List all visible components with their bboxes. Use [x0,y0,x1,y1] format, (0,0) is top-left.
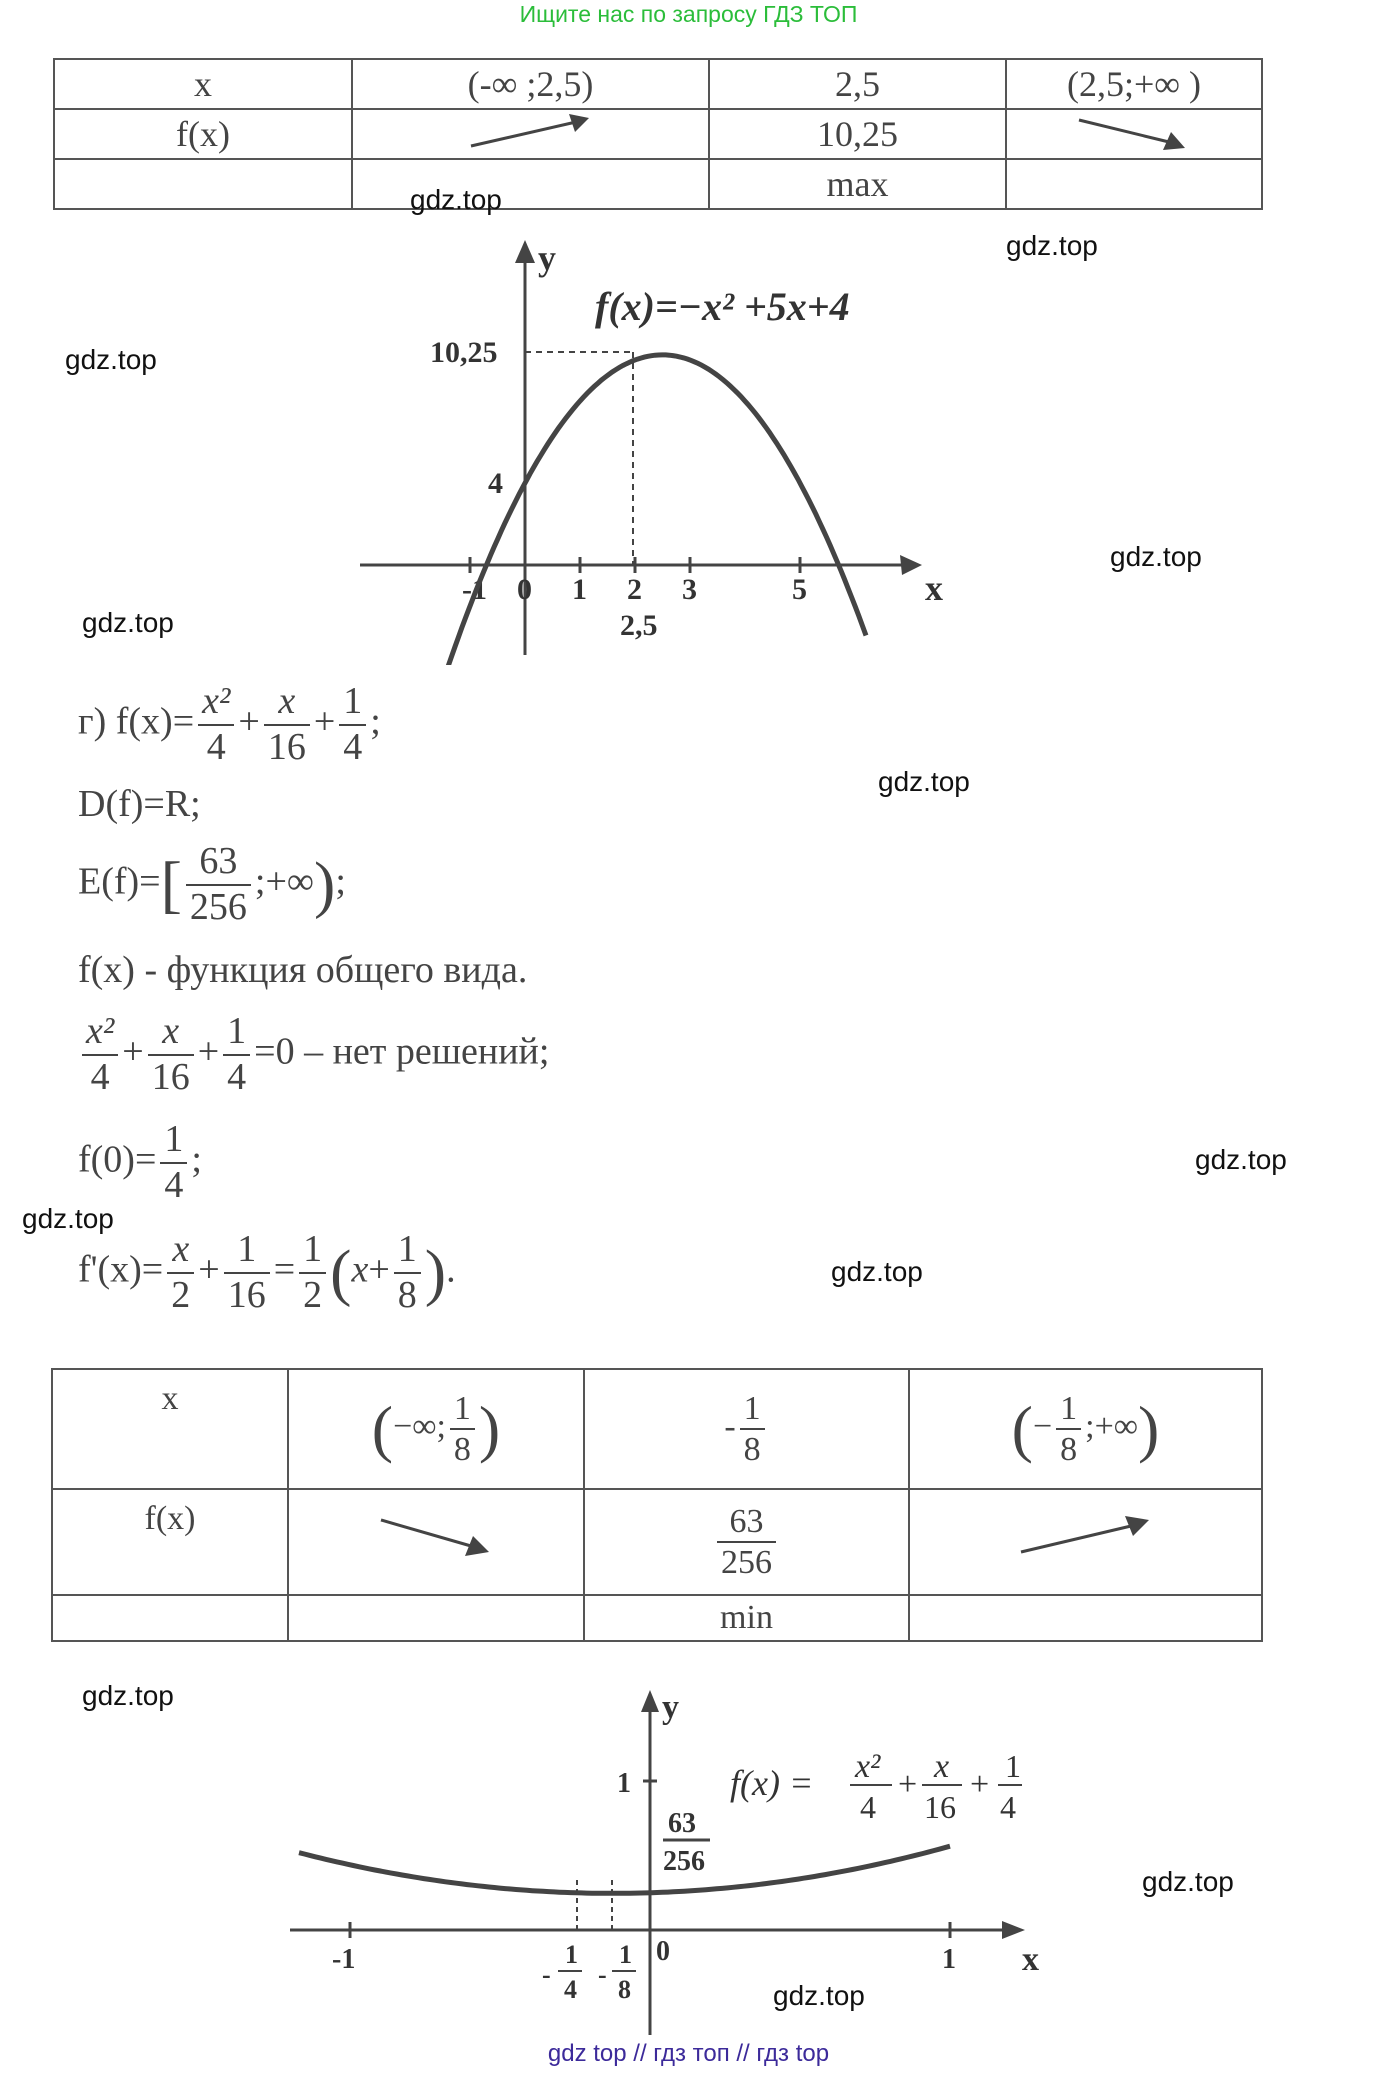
table1-cell-empty [352,159,709,209]
y-intercept-label: 4 [488,467,503,500]
y-axis-arrow-icon [515,240,535,263]
x-tick-label: 3 [682,573,697,606]
table2-cell-empty [909,1595,1262,1641]
svg-text:1: 1 [1005,1748,1021,1784]
table1-cell-empty [54,159,352,209]
svg-text:16: 16 [924,1789,956,1825]
x-tick-label: 5 [792,573,807,606]
x-tick-1: 1 [942,1944,956,1975]
table2-cell-empty [52,1595,288,1641]
table2-cell-min-value: $\frac{63}{256}$ [584,1489,909,1595]
parabola-graph-2 [280,1680,1080,2040]
table1-cell-increasing [352,109,709,159]
fraction: $\frac{63}{256}$ [186,840,251,929]
y-axis-arrow-icon [641,1690,659,1712]
svg-text:1: 1 [565,1940,578,1969]
watermark: gdz.top [82,1680,174,1711]
graph1-title-f: f(x)= [595,284,678,329]
table2-cell-min: min [584,1595,909,1641]
parabola-graph-1 [350,225,950,665]
increasing-arrow-icon [461,112,601,152]
table1-cell-max-value: 10,25 [709,109,1006,159]
watermark: gdz.top [773,1980,865,2011]
watermark: gdz.top [831,1256,923,1287]
fraction: $\frac{1}{4}$ [223,1010,250,1099]
table2-cell-fx: f(x) [52,1489,288,1595]
svg-text:x²: x² [855,1748,881,1785]
parity-line: f(x) - функция общего вида. [78,949,528,991]
x-tick-0: 0 [656,1936,670,1967]
x-tick-label: 2 [627,573,642,606]
increasing-arrow-icon [1001,1508,1171,1568]
parabola-curve [299,1846,950,1893]
table2-cell-decreasing [288,1489,584,1595]
watermark: gdz.top [1110,541,1202,572]
fraction: $\frac{1}{16}$ [224,1228,270,1317]
svg-text:+: + [970,1766,990,1803]
x-tick-neg-quarter: 4 [564,1975,577,2004]
watermark: gdz.top [878,766,970,797]
watermark: gdz.top [410,184,502,215]
watermark: gdz.top [22,1203,114,1234]
table2-cell-x: x [52,1369,288,1489]
table1-cell-interval-left: (-∞ ;2,5) [352,59,709,109]
function-definition: г) f(x)= $\frac{\text{x²}}{4}$ + $\frac{x}{16}$ + $\frac{1}{4}$ ; [78,680,381,768]
graph2-title: f(x) = [730,1763,814,1803]
svg-text:x: x [934,1748,950,1785]
fraction: $\frac{1}{8}$ [394,1228,421,1317]
x-tick-label: -1 [462,573,487,606]
watermark: gdz.top [1142,1866,1234,1897]
y-tick-1: 1 [617,1768,631,1799]
range-line: E(f)=[ $\frac{63}{256}$ ;+∞); [78,840,346,928]
monotonicity-table-1 [53,58,1263,210]
graph1-title-rest: −x² +5x+4 [677,284,850,329]
table1-cell-vertex-x: 2,5 [709,59,1006,109]
table2-cell-increasing [909,1489,1262,1595]
decreasing-arrow-icon [1069,112,1199,152]
fraction: $\frac{\text{x²}}{4}$ [82,1010,118,1099]
svg-text:4: 4 [1000,1789,1016,1825]
table1-cell-empty [1006,159,1262,209]
x-tick-neg1: -1 [332,1944,356,1975]
x-axis-label: x [1022,1941,1039,1978]
table2-cell-interval-right: (− $\frac{1}{8}$ ;+∞) [909,1369,1262,1489]
y-axis-label: y [538,238,556,278]
f0-line: f(0)= $\frac{1}{4}$ ; [78,1118,202,1206]
table1-cell-max: max [709,159,1006,209]
svg-text:1: 1 [619,1940,632,1969]
table1-cell-fx: f(x) [54,109,352,159]
fraction: $\frac{1}{2}$ [299,1228,326,1317]
fraction: $\frac{1}{4}$ [160,1118,187,1207]
svg-text:+: + [898,1766,918,1803]
fraction: $\frac{x}{16}$ [148,1010,194,1099]
table2-cell-empty [288,1595,584,1641]
svg-text:-: - [598,1960,607,1989]
derivative-line: f'(x)= $\frac{x}{2}$ + $\frac{1}{16}$ = $\frac{1}{2}$ (x+ $\frac{1}{8}$ ). [78,1228,456,1316]
svg-text:-: - [542,1960,551,1989]
x-tick-label: 0 [517,573,532,606]
decreasing-arrow-icon [361,1508,511,1568]
watermark: gdz.top [1006,230,1098,261]
domain-line: D(f)=R; [78,783,201,825]
svg-text:4: 4 [860,1789,876,1825]
svg-text:f(x)=−x² +5x+4 [595,284,850,329]
y-axis-label: y [662,1689,679,1726]
watermark: gdz.top [82,607,174,638]
table1-cell-decreasing [1006,109,1262,159]
fraction: $\frac{x}{16}$ [264,680,310,769]
fraction: $\frac{1}{4}$ [339,680,366,769]
table1-cell-x: x [54,59,352,109]
table1-cell-interval-right: (2,5;+∞ ) [1006,59,1262,109]
zeros-line: $\frac{\text{x²}}{4}$ + $\frac{x}{16}$ + $\frac{1}{4}$ =0 – нет решений; [78,1010,549,1099]
table2-cell-interval-left: (−∞; $\frac{1}{8}$ ) [288,1369,584,1489]
watermark: gdz.top [1195,1144,1287,1175]
x-axis-arrow-icon [1002,1921,1025,1939]
table2-cell-vertex-x: - $\frac{1}{8}$ [584,1369,909,1489]
y-max-label: 10,25 [430,336,498,369]
watermark: gdz.top [65,344,157,375]
x-tick-label: 1 [572,573,587,606]
footer-links[interactable]: gdz top // гдз топ // гдз top [547,2040,830,2067]
x-axis-arrow-icon [900,555,922,575]
svg-text:63: 63 [668,1808,696,1839]
search-banner[interactable]: Ищите нас по запросу ГДЗ ТОП [519,1,858,27]
min-value-label: 256 [663,1846,705,1877]
x-tick-neg-eighth: 8 [618,1975,631,2004]
fraction: $\frac{\text{x²}}{4}$ [198,680,234,769]
monotonicity-table-2 [51,1368,1263,1642]
fraction: $\frac{x}{2}$ [167,1228,194,1317]
x-axis-label: x [925,568,943,608]
vertex-x-label: 2,5 [620,609,658,642]
